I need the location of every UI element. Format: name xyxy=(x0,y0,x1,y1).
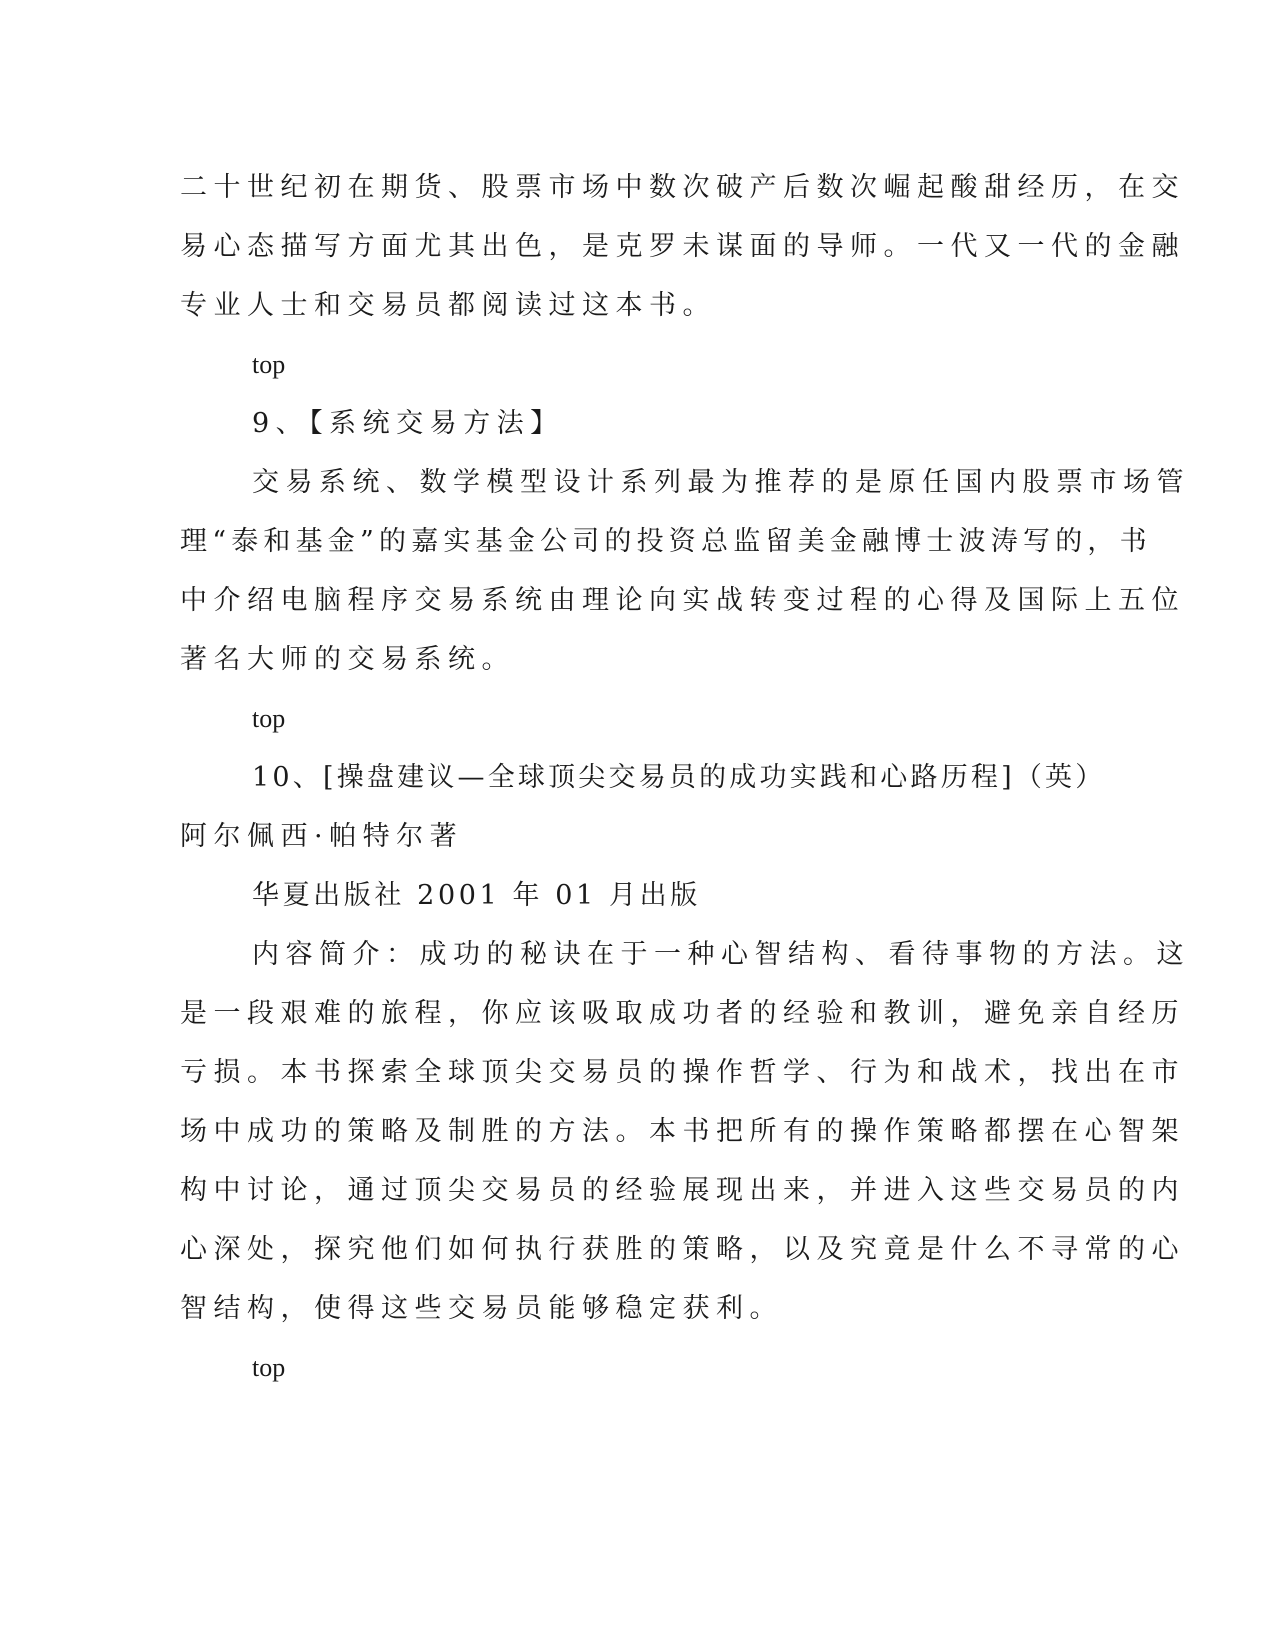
paragraph-line: 交易系统、数学模型设计系列最为推荐的是原任国内股票市场管 xyxy=(252,467,1190,498)
paragraph-line: 心深处，探究他们如何执行获胜的策略，以及究竟是什么不寻常的心 xyxy=(180,1234,1185,1265)
publisher-line: 华夏出版社 2001 年 01 月出版 xyxy=(252,880,701,911)
paragraph-line: 二十世纪初在期货、股票市场中数次破产后数次崛起酸甜经历，在交 xyxy=(180,172,1185,203)
paragraph-line: 著名大师的交易系统。 xyxy=(180,644,515,675)
section-heading-system-trading: 9、【系统交易方法】 xyxy=(252,408,564,439)
paragraph-line: 智结构，使得这些交易员能够稳定获利。 xyxy=(180,1293,783,1324)
paragraph-line: 亏损。本书探索全球顶尖交易员的操作哲学、行为和战术，找出在市 xyxy=(180,1057,1185,1088)
back-to-top-link[interactable]: top xyxy=(252,704,286,733)
paragraph-line: 理“泰和基金”的嘉实基金公司的投资总监留美金融博士波涛写的，书 xyxy=(180,526,1152,557)
paragraph-line: 专业人士和交易员都阅读过这本书。 xyxy=(180,290,716,321)
paragraph-line: 易心态描写方面尤其出色，是克罗未谋面的导师。一代又一代的金融 xyxy=(180,231,1185,262)
section-heading-trading-advice: 10、[操盘建议—全球顶尖交易员的成功实践和心路历程]（英） xyxy=(252,762,1106,793)
paragraph-line: 构中讨论，通过顶尖交易员的经验展现出来，并进入这些交易员的内 xyxy=(180,1175,1185,1206)
paragraph-line: 是一段艰难的旅程，你应该吸取成功者的经验和教训，避免亲自经历 xyxy=(180,998,1185,1029)
paragraph-line: 场中成功的策略及制胜的方法。本书把所有的操作策略都摆在心智架 xyxy=(180,1116,1185,1147)
back-to-top-link[interactable]: top xyxy=(252,1353,286,1382)
paragraph-line: 内容简介：成功的秘诀在于一种心智结构、看待事物的方法。这 xyxy=(252,939,1190,970)
paragraph-line: 中介绍电脑程序交易系统由理论向实战转变过程的心得及国际上五位 xyxy=(180,585,1185,616)
back-to-top-link[interactable]: top xyxy=(252,350,286,379)
book-author-line: 阿尔佩西·帕特尔著 xyxy=(180,821,464,852)
